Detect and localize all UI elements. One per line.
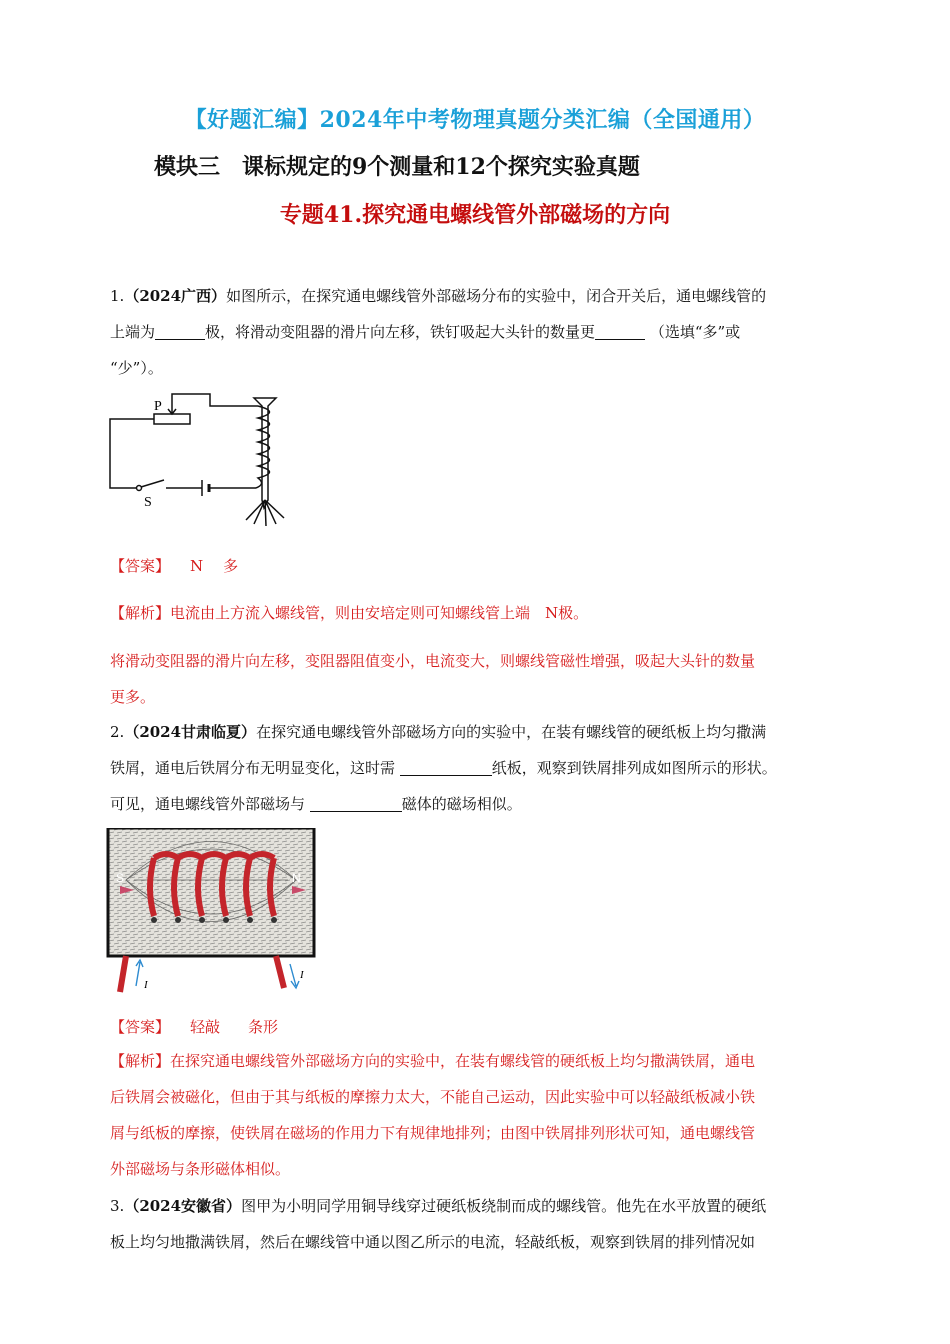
q2-analysis-tag: 【解析】 bbox=[110, 1052, 171, 1070]
question-3 bbox=[110, 1188, 850, 1260]
q1-line-2 bbox=[110, 314, 850, 350]
q1-answer bbox=[110, 555, 238, 576]
q1-line-1 bbox=[110, 278, 850, 314]
current-in-arrow-icon bbox=[136, 960, 143, 986]
current-label-left: I bbox=[144, 979, 148, 991]
q2-answer bbox=[110, 1016, 278, 1037]
north-label: N bbox=[292, 871, 301, 885]
q1-text-a: 如图所示，在探究通电螺线管外部磁场分布的实验中，闭合开关后，通电螺线管的 bbox=[226, 287, 767, 305]
q2-analysis-text-2: 后铁屑会被磁化，但由于其与纸板的摩擦力太大，不能自己运动，因此实验中可以轻敲纸板减小铁 bbox=[110, 1088, 756, 1106]
document-title: 【好题汇编】2024年中考物理真题分类汇编（全国通用） bbox=[184, 107, 766, 133]
rheostat-label: P bbox=[154, 399, 162, 414]
q2-source: （2024甘肃临夏） bbox=[124, 723, 257, 741]
q1-text-c: “少”）。 bbox=[110, 359, 163, 377]
q2-text-b2: 纸板，观察到铁屑排列成如图所示的形状。 bbox=[491, 759, 777, 777]
q3-source: （2024安徽省） bbox=[124, 1197, 242, 1215]
q1-answer-1: N bbox=[190, 557, 204, 575]
q2-text-c1: 可见，通电螺线管外部磁场与 bbox=[110, 795, 306, 813]
q2-blank-1[interactable] bbox=[400, 757, 492, 776]
q2-analysis-line-3 bbox=[110, 1122, 755, 1143]
q3-text-b: 板上均匀地撒满铁屑，然后在螺线管中通以图乙所示的电流，轻敲纸板，观察到铁屑的排列情况如 bbox=[110, 1233, 756, 1251]
q2-analysis-line-1 bbox=[110, 1050, 755, 1071]
q2-text-a: 在探究通电螺线管外部磁场方向的实验中，在装有螺线管的硬纸板上均匀撒满 bbox=[256, 723, 767, 741]
q2-answer-1: 轻敲 bbox=[190, 1018, 221, 1036]
q3-text-a: 图甲为小明同学用铜导线穿过硬纸板绕制而成的螺线管。他先在水平放置的硬纸 bbox=[241, 1197, 767, 1215]
q2-analysis-line-4 bbox=[110, 1158, 290, 1179]
q1-text-b2: 极，将滑动变阻器的滑片向左移，铁钉吸起大头针的数量更 bbox=[205, 323, 596, 341]
current-label-right: I bbox=[300, 969, 304, 981]
module-title: 模块三 课标规定的9个测量和12个探究实验真题 bbox=[154, 154, 640, 180]
south-label: S bbox=[116, 871, 125, 885]
q1-line-3 bbox=[110, 350, 850, 386]
switch-label: S bbox=[144, 495, 152, 510]
question-1 bbox=[110, 278, 850, 386]
q2-text-c2: 磁体的磁场相似。 bbox=[401, 795, 522, 813]
q2-analysis-text-3: 屑与纸板的摩擦，使铁屑在磁场的作用力下有规律地排列；由图中铁屑排列形状可知，通电螺线管 bbox=[110, 1124, 756, 1142]
q2-analysis-text-4: 外部磁场与条形磁体相似。 bbox=[110, 1160, 291, 1178]
q1-source: （2024广西） bbox=[124, 287, 227, 305]
q1-answer-tag: 【答案】 bbox=[110, 557, 171, 575]
q3-line-1 bbox=[110, 1188, 850, 1224]
q2-line-1 bbox=[110, 714, 850, 750]
topic-title: 专题41.探究通电螺线管外部磁场的方向 bbox=[279, 202, 671, 228]
q1-text-b1: 上端为 bbox=[110, 323, 156, 341]
q1-text-b3: （选填“多”或 bbox=[649, 323, 741, 341]
q1-analysis-line-3 bbox=[110, 686, 155, 707]
question-2 bbox=[110, 714, 850, 822]
q3-line-2 bbox=[110, 1224, 850, 1260]
current-out-arrow-icon bbox=[290, 964, 299, 988]
q2-answer-2: 条形 bbox=[248, 1018, 279, 1036]
lead-wire-left bbox=[120, 956, 126, 992]
rheostat bbox=[154, 414, 190, 424]
lead-wire-right bbox=[276, 956, 284, 988]
q1-blank-2[interactable] bbox=[595, 321, 645, 340]
q1-analysis-line-1 bbox=[110, 602, 588, 623]
q2-blank-2[interactable] bbox=[310, 793, 402, 812]
circuit-diagram bbox=[106, 388, 286, 528]
q2-text-b1: 铁屑，通电后铁屑分布无明显变化，这时需 bbox=[110, 759, 396, 777]
q1-blank-1[interactable] bbox=[155, 321, 205, 340]
q1-number: 1. bbox=[110, 287, 125, 305]
q2-number: 2. bbox=[110, 723, 125, 741]
q2-answer-tag: 【答案】 bbox=[110, 1018, 171, 1036]
q1-analysis-line-2 bbox=[110, 650, 755, 671]
switch-terminal bbox=[137, 486, 142, 491]
q2-analysis-line-2 bbox=[110, 1086, 755, 1107]
q3-number: 3. bbox=[110, 1197, 125, 1215]
q2-line-3 bbox=[110, 786, 850, 822]
iron-nail bbox=[254, 398, 276, 508]
q1-analysis-text-1: 电流由上方流入螺线管，则由安培定则可知螺线管上端 N极。 bbox=[170, 604, 589, 622]
q1-analysis-tag: 【解析】 bbox=[110, 604, 171, 622]
q1-analysis-text-2a: 将滑动变阻器的滑片向左移，变阻器阻值变小，电流变大，则螺线管磁性增强，吸起大头针的数量 bbox=[110, 652, 756, 670]
q1-analysis-text-2b: 更多。 bbox=[110, 688, 156, 706]
switch-blade bbox=[141, 480, 164, 487]
q1-answer-2: 多 bbox=[223, 557, 239, 575]
q2-analysis-text-1: 在探究通电螺线管外部磁场方向的实验中，在装有螺线管的硬纸板上均匀撒满铁屑，通电 bbox=[170, 1052, 756, 1070]
iron-filings-photo bbox=[106, 828, 320, 994]
q2-line-2 bbox=[110, 750, 850, 786]
